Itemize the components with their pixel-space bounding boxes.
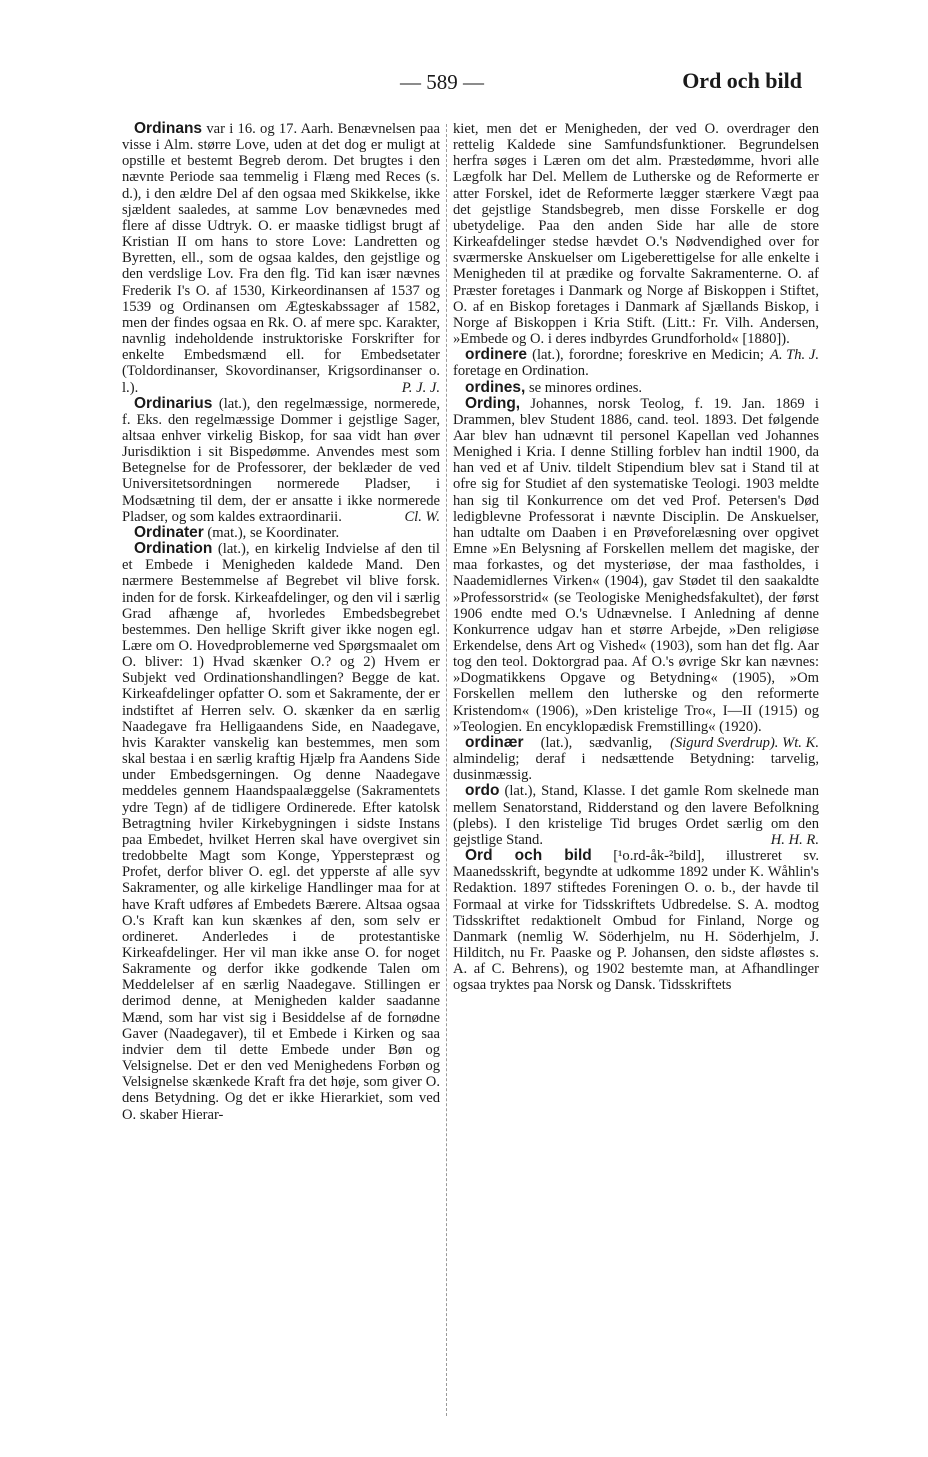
entry-ord-och-bild <box>453 848 819 993</box>
entry-text: var i 16. og 17. Aarh. Benævnelsen paa visse i Alm. større Love, uden at det dog er muligt at opstille et bestemt Begreb derom. Det brugtes i den nævnte Periode saa temmelig i Flæng med Reces (s. d.), i den ældre Del af den ogsaa med Skikkelse, ikke sjældent saaledes, at samme Lov benævnedes med flere af disse Udtryk. O. er maaske tidligst brugt af Kristian II om hans to store Love: Landretten og Byretten, ell., som de ogsaa kaldes, den gejstlige og den verdslige Lov. Fra den flg. Tid kan især nævnes Frederik I's O. af 1530, Kirkeordinansen af 1537 og 1539 og Ordinansen om Ægteskabssager af 1582, men der findes ogsaa en Rk. O. af mere spc. Karakter, navnlig indeholdende instruktoriske Forskrifter for enkelte Embedsmænd ell. for Embedsetater (Toldordinanser, Skovordinanser, Krigsordinanser o. l.). <box>122 121 440 396</box>
entry-ordinarius <box>122 396 440 525</box>
author-signature: Cl. W. <box>404 508 440 525</box>
right-column <box>453 121 819 993</box>
headword: ordinere <box>465 346 528 364</box>
headword: ordinær <box>465 733 524 751</box>
entry-text: (lat.), forordne; foreskrive en Medicin; foretage en Ordination. <box>453 347 764 380</box>
entry-ordination <box>122 541 440 1123</box>
entry-text: (lat.), den regelmæssige, normerede, f. Eks. den regelmæssige Dommer i gejstlige Sager, altsaa enhver virkelig Biskop, for saa vidt han øver Jurisdiktion i sit Bispedømme. Anvendes mest som Betegnelse for de Professorer, der beklæder de ved Universitetsordningen normerede Pladser, i Modsætning til dem, der er ansatte i ikke normerede Pladser, og som kaldes extraordinarii. <box>122 395 440 525</box>
headword: Ordinater <box>134 523 204 541</box>
entry-text: (lat.), sædvanlig, almindelig; deraf i nedsættende Betydning: tarvelig, dusinmæssig. <box>453 734 819 784</box>
headword: ordines, <box>465 378 526 396</box>
headword: Ordinans <box>134 120 203 137</box>
page-number: — 589 — <box>400 70 484 94</box>
entry-text: Johannes, norsk Teolog, f. 19. Jan. 1869 i Drammen, blev Student 1886, cand. teol. 1893. Det følgende Aar blev han udnævnt til personel Kapellan ved Johannes Menighed i Kria. I denne Stilling forblev han indtil 1900, da han ved et af Univ. tildelt Stipendium blev sat i Stand til at ofre sig for Studiet af den systematiske Teologi. 1903 meldte han sig til Konkurrence om det ved Prof. Petersen's Død ledigblevne Professorat i nævnte Disciplin. De Anskuelser, han udtalte om Daaben i en Prøveforelæsning over opgivet Emne »En Belysning af Forskellen mellem det magiske, der maa forkastes, og det mysteriøse, der maa fastholdes, i Naademidlernes Virken« (1904), gav Stødet til den saakaldte »Professorstrid« (se Teologiske Menighedsfakultet), der først 1906 endte med O.'s Udnævnelse. I Anledning af denne Konkurrence udgav han et større Arbejde, »Den religiøse Erkendelse, dens Art og Vished« (1903), som han det flg. Aar tog den teol. Doktorgrad paa. Af O.'s øvrige Skr kan nævnes: »Dogmatikkens Opgave og Betydning« (1905), »Om Forskellen mellem den lutherske og den reformerte Kristendom« (1906), »Den kristelige Tro«, I—II (1915) og »Teologien. En encyklopædisk Fremstilling« (1920). <box>453 395 819 735</box>
entry-ordinater <box>122 525 440 541</box>
running-title: Ord och bild <box>682 68 802 93</box>
headword: Ording, <box>465 394 521 412</box>
entry-text: (mat.), se Koordinater. <box>207 524 340 541</box>
headword: Ord och bild <box>465 847 592 865</box>
entry-text: (lat.), Stand, Klasse. I det gamle Rom skelnede man mellem Senatorstand, Ridderstand og den lavere Befolkning (plebs). I den kristelige Tid bruges Ordet særlig om den gejstlige Stand. <box>453 783 819 848</box>
entry-ordinere <box>453 347 819 379</box>
entry-ordinans <box>122 121 440 396</box>
author-signature: A. Th. J. <box>769 347 819 364</box>
entry-ordo <box>453 783 819 848</box>
page-header <box>0 68 928 100</box>
author-signature: P. J. J. <box>401 379 440 396</box>
headword: Ordinarius <box>134 394 213 412</box>
entry-text: (lat.), en kirkelig Indvielse af den til et Embede i Menigheden kaldede Mand. Den nærmere Bestemmelse af Begrebet vil blive forsk. inden for de forsk. Kirkeafdelinger, og den vil i særlig Grad afhænge af, hvorledes Embedsbegrebet bestemmes. Den hellige Skrift giver ikke nogen egl. Lære om O. Hovedproblemerne ved Spørgsmaalet om O. bliver: 1) Hvad skænker O.? og 2) Hvem er Subjekt ved Ordinationshandlingen? Begge de kat. Kirkeafdelinger opfatter O. som et Sakramente, der er indstiftet af Herren selv. O. skænker da en særlig Naadegave fra Helligaandens Side, en Naadegave, hvis Karakter vanskelig kan bestemmes, men som skal bestaa i en særlig kraftig Hjælp fra Aandens Side under Embedsgerningen. Og denne Naadegave meddeles gennem Haandspaalæggelse (Sakramentets ydre Tegn) af de tidligere Ordinerede. Efter katolsk Betragtning hviler Kirkebygningen i sidste Instans paa Embedet, hvilket Herren skal have overgivet sin tredobbelte Magt som Konge, Ypperstepræst og Profet, derfor bliver O. egl. det ypperste af alle syv Sakramenter, og alle kirkelige Handlinger maa for at have Kraft udføres af Embedets Bærere. Altsaa ogsaa O.'s Kraft kan kun skænkes af den, som selv er ordineret. Anderledes i de protestantiske Kirkeafdelinger. Her vil man ikke anse O. for noget Sakramente og derfor ikke godkende Talen om Meddelelser af en særlig Naadegave. Stillingen er derimod denne, at Menigheden kalder saadanne Mænd, som har vist sig i Besiddelse af de fornødne Gaver (Naadegaver), til et Embede i Kirken og saa indvier dem til dette Embede under Bøn og Velsignelse. Det er den ved Menighedens Forbøn og Velsignelse skænkede Kraft fra det høje, som giver O. dens Betydning. Og det er ikke Hierarkiet, som ved O. skaber Hierar- <box>122 541 440 1123</box>
headword: ordo <box>465 782 500 800</box>
headword: Ordination <box>134 540 213 558</box>
entry-text: [¹o.rd-åk-²bild], illustreret sv. Maanedsskrift, begyndte at udkomme 1892 under K. Wåhlin's Redaktion. 1897 stiftedes Foreningen O. o. b., der havde til Formaal at virke for Tidsskriftets Udbredelse. S. A. modtog Tidsskriftet redaktionelt Ombud for Finland, Norge og Danmark (nemlig W. Söderhjelm, nu H. Söderhjelm, J. Hilditch, nu Fr. Paaske og P. Johansen, den sidste afløstes s. A. af C. Behrens), og 1902 bestemte man, at Afhandlinger ogsaa tryktes paa Norsk og Dansk. Tidsskriftets <box>453 848 819 994</box>
entry-ordines <box>453 380 819 396</box>
author-signature: H. H. R. <box>770 831 819 848</box>
entry-text: kiet, men det er Menigheden, der ved O. overdrager den rettelig Kaldede sine Samfundsfunktioner. Begrundelsen herfra søges i Læren om det alm. Præstedømme, hvori alle Lægfolk har Del. Mellem de Lutherske og de Reformerte er atter Forskel, idet de Reformerte lægger stærkere Vægt paa det gejstlige Standsbegreb, men disse Forskelle er dog ubetydelige. Paa den anden Side har alle de store Kirkeafdelinger stedse hævdet O.'s Nødvendighed over for sværmerske Anskuelser om Ligeberettigelse for alle enkelte i Menigheden til at prædike og forvalte Sakramenterne. O. af Præster foretages i Danmark og Norge af Biskoppen i Stiftet, O. af en Biskop foretages i Danmark af Sjællands Biskop, i Norge af Biskoppen i Kria Stift. (Litt.: Fr. Vilh. Andersen, »Embede og O. i deres indbyrdes Grundforhold« [1880]). <box>453 121 819 348</box>
author-signature: (Sigurd Sverdrup). Wt. K. <box>670 734 819 751</box>
entry-text: se minores ordines. <box>528 379 643 396</box>
column-divider <box>446 124 447 1416</box>
left-column <box>122 121 440 1123</box>
